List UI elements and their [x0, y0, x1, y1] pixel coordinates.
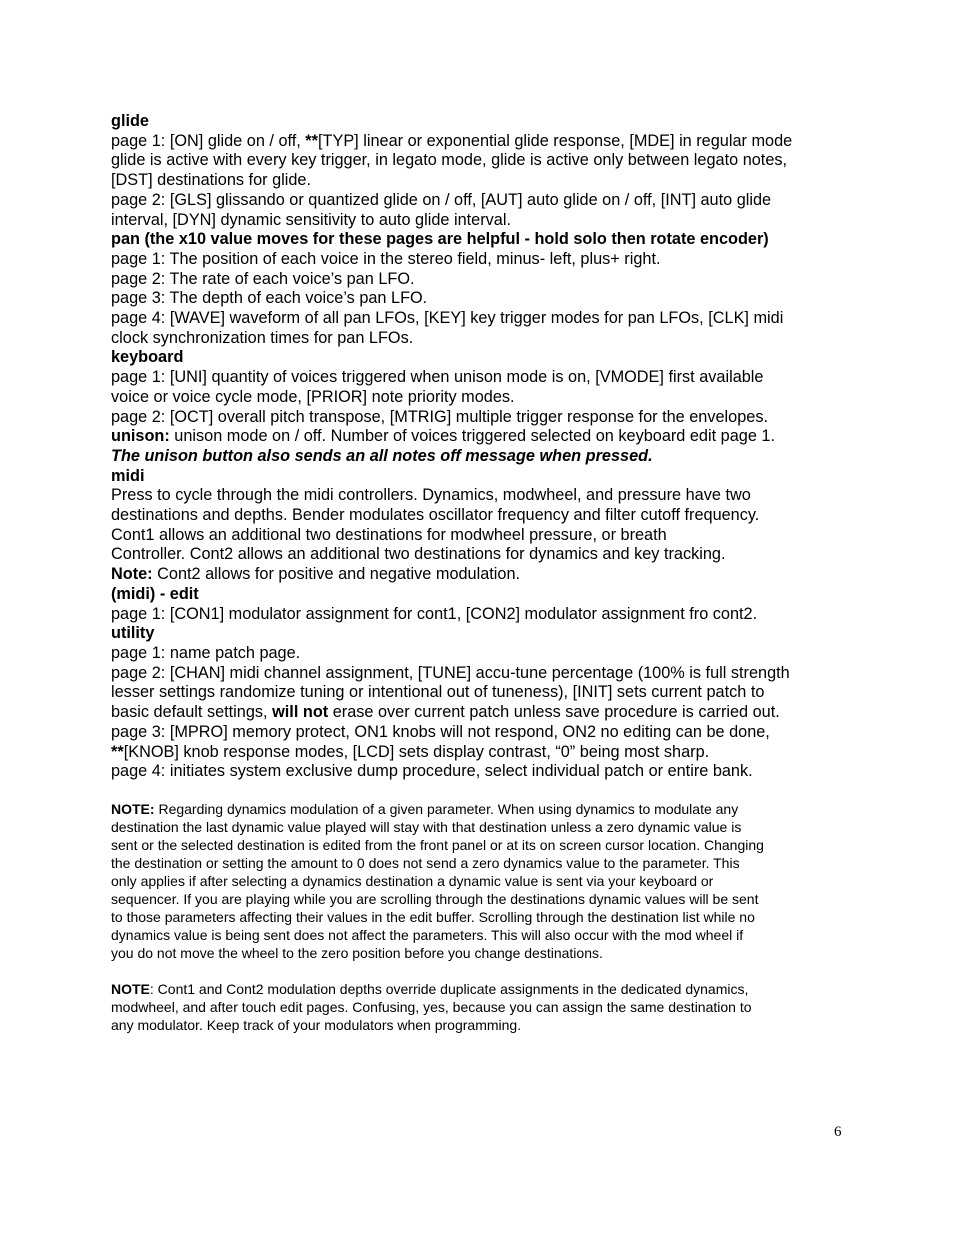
heading-midi: midi	[111, 466, 145, 485]
heading-utility: utility	[111, 624, 155, 643]
text-line: Controller. Cont2 allows an additional two destinations for dynamics and key tracking.	[111, 545, 726, 564]
heading-pan: pan (the x10 value moves for these pages are helpful - hold solo then rotate encoder)	[111, 230, 769, 249]
text-line: page 1: [UNI] quantity of voices triggered when unison mode is on, [VMODE] first available	[111, 368, 764, 387]
text-line: voice or voice cycle mode, [PRIOR] note priority modes.	[111, 387, 515, 406]
text-line: lesser settings randomize tuning or intentional out of tuneness), [INIT] sets current patch to	[111, 683, 765, 702]
document-page	[111, 112, 846, 1034]
text-line: **[KNOB] knob response modes, [LCD] sets display contrast, “0” being most sharp.	[111, 742, 710, 761]
heading-glide: glide	[111, 112, 149, 130]
heading-midi-edit: (midi) - edit	[111, 584, 199, 603]
text-line: page 1: The position of each voice in the stereo field, minus- left, plus+ right.	[111, 249, 661, 268]
text-line: page 2: [GLS] glissando or quantized glide on / off, [AUT] auto glide on / off, [INT] auto glide	[111, 190, 772, 209]
main-text	[111, 112, 846, 782]
text-line: page 1: [CON1] modulator assignment for cont1, [CON2] modulator assignment fro cont2.	[111, 604, 758, 623]
text-line: page 4: [WAVE] waveform of all pan LFOs, [KEY] key trigger modes for pan LFOs, [CLK] midi	[111, 309, 784, 328]
text-line: clock synchronization times for pan LFOs.	[111, 328, 414, 347]
heading-keyboard: keyboard	[111, 348, 184, 367]
text-line: page 3: [MPRO] memory protect, ON1 knobs will not respond, ON2 no editing can be done,	[111, 722, 770, 741]
text-line: Cont1 allows an additional two destinations for modwheel pressure, or breath	[111, 525, 667, 544]
text-line: [DST] destinations for glide.	[111, 171, 311, 190]
text-line-unison: unison: unison mode on / off. Number of voices triggered selected on keyboard edit page 1.	[111, 427, 775, 446]
text-line: Press to cycle through the midi controllers. Dynamics, modwheel, and pressure have two	[111, 486, 751, 505]
text-line-note: Note: Cont2 allows for positive and negative modulation.	[111, 565, 521, 584]
text-line: interval, [DYN] dynamic sensitivity to auto glide interval.	[111, 210, 511, 229]
text-line: page 4: initiates system exclusive dump procedure, select individual patch or entire bank.	[111, 762, 753, 781]
text-line: destinations and depths. Bender modulates oscillator frequency and filter cutoff frequency.	[111, 506, 760, 525]
text-line: page 2: [CHAN] midi channel assignment, [TUNE] accu-tune percentage (100% is full strength	[111, 663, 790, 682]
page-number: 6	[834, 1124, 842, 1140]
text-line: basic default settings, will not erase over current patch unless save procedure is carried out.	[111, 703, 780, 722]
text-line: page 1: name patch page.	[111, 643, 301, 662]
text-line-warning: The unison button also sends an all notes off message when pressed.	[111, 446, 653, 465]
note-dynamics: NOTE: Regarding dynamics modulation of a given parameter. When using dynamics to modulate any destination the last dynamic value played will stay with that destination unless a zero dynamic value is sent or the selected destination is edited from the front panel or at its on screen cursor location. Changing the destination or setting the amount to 0 does not send a zero dynamics value to the parameter. This only applies if after selecting a dynamics destination a dynamic value is sent via your keyboard or sequencer. If you are playing while you are scrolling through the destinations dynamic values will be sent to those parameters affecting their values in the edit buffer. Scrolling through the destination list while no dynamics value is being sent does not affect the parameters. This will also occur with the mod wheel if you do not move the wheel to the zero position before you change destinations.	[111, 800, 764, 961]
note-cont-depths: NOTE: Cont1 and Cont2 modulation depths override duplicate assignments in the dedicated dynamics, modwheel, and after touch edit pages. Confusing, yes, because you can assign the same destination to any modulator. Keep track of your modulators when programming.	[111, 980, 752, 1033]
text-line: page 2: [OCT] overall pitch transpose, [MTRIG] multiple trigger response for the envelopes.	[111, 407, 768, 426]
text-line: glide is active with every key trigger, in legato mode, glide is active only between legato notes,	[111, 151, 788, 170]
text-line: page 1: [ON] glide on / off, **[TYP] linear or exponential glide response, [MDE] in regular mode	[111, 131, 793, 150]
text-line: page 2: The rate of each voice’s pan LFO.	[111, 269, 415, 288]
text-line: page 3: The depth of each voice’s pan LFO.	[111, 289, 428, 308]
